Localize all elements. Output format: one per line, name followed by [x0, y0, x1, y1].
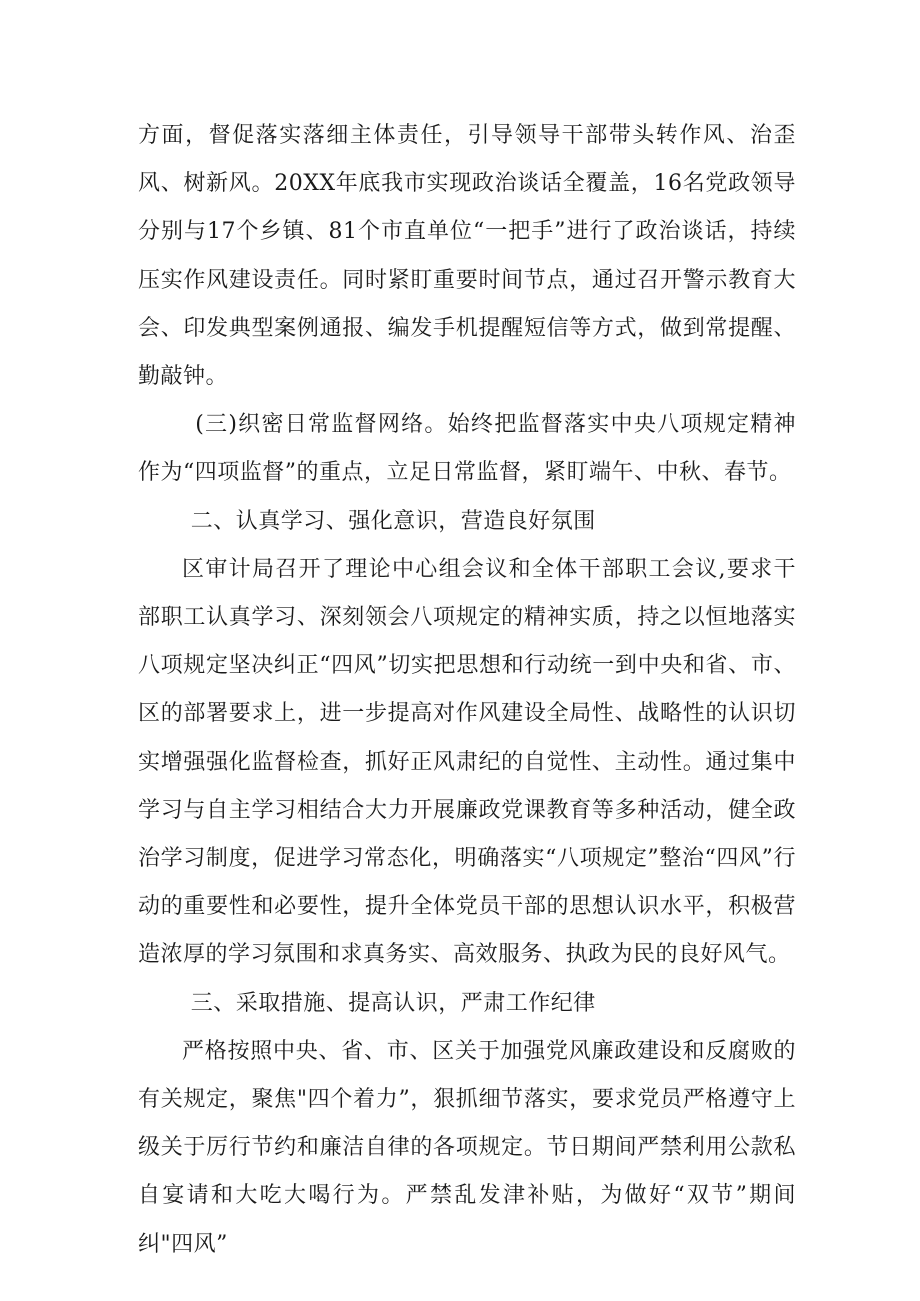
- paragraph-subsection-three: (三)织密日常监督网络。始终把监督落实中央八项规定精神作为“四项监督”的重点，立足日常监督，紧盯端午、中秋、春节。: [138, 412, 796, 486]
- paragraph-discipline: 严格按照中央、省、市、区关于加强党风廉政建设和反腐败的有关规定，聚焦"四个着力”，狠抓细节落实，要求党员严格遵守上级关于厉行节约和廉洁自律的各项规定。节日期间严禁利用公款私自宴请和大吃大喝行为。严禁乱发津补贴，为做好“双节”期间纠"四风”: [138, 1038, 796, 1257]
- paragraph-study: 区审计局召开了理论中心组会议和全体干部职工会议,要求干部职工认真学习、深刻领会八项规定的精神实质，持之以恒地落实八项规定坚决纠正“四风”切实把思想和行动统一到中央和省、市、区的部署要求上，进一步提高对作风建设全局性、战略性的认识切实增强强化监督检查，抓好正风肃纪的自觉性、主动性。通过集中学习与自主学习相结合大力开展廉政党课教育等多种活动，健全政治学习制度，促进学习常态化，明确落实“八项规定”整治“四风”行动的重要性和必要性，提升全体党员干部的思想认识水平，积极营造浓厚的学习氛围和求真务实、高效服务、执政为民的良好风气。: [138, 556, 796, 968]
- document-body: [138, 112, 796, 1269]
- section-heading-three: 三、采取措施、提高认识，严肃工作纪律: [190, 990, 596, 1016]
- section-heading-two: 二、认真学习、强化意识，营造良好氛围: [190, 508, 596, 534]
- paragraph-continued: 方面，督促落实落细主体责任，引导领导干部带头转作风、治歪风、树新风。20XX年底我市实现政治谈话全覆盖，16名党政领导分别与17个乡镇、81个市直单位“一把手”进行了政治谈话，持续压实作风建设责任。同时紧盯重要时间节点，通过召开警示教育大会、印发典型案例通报、编发手机提醒短信等方式，做到常提醒、勤敲钟。: [138, 123, 796, 390]
